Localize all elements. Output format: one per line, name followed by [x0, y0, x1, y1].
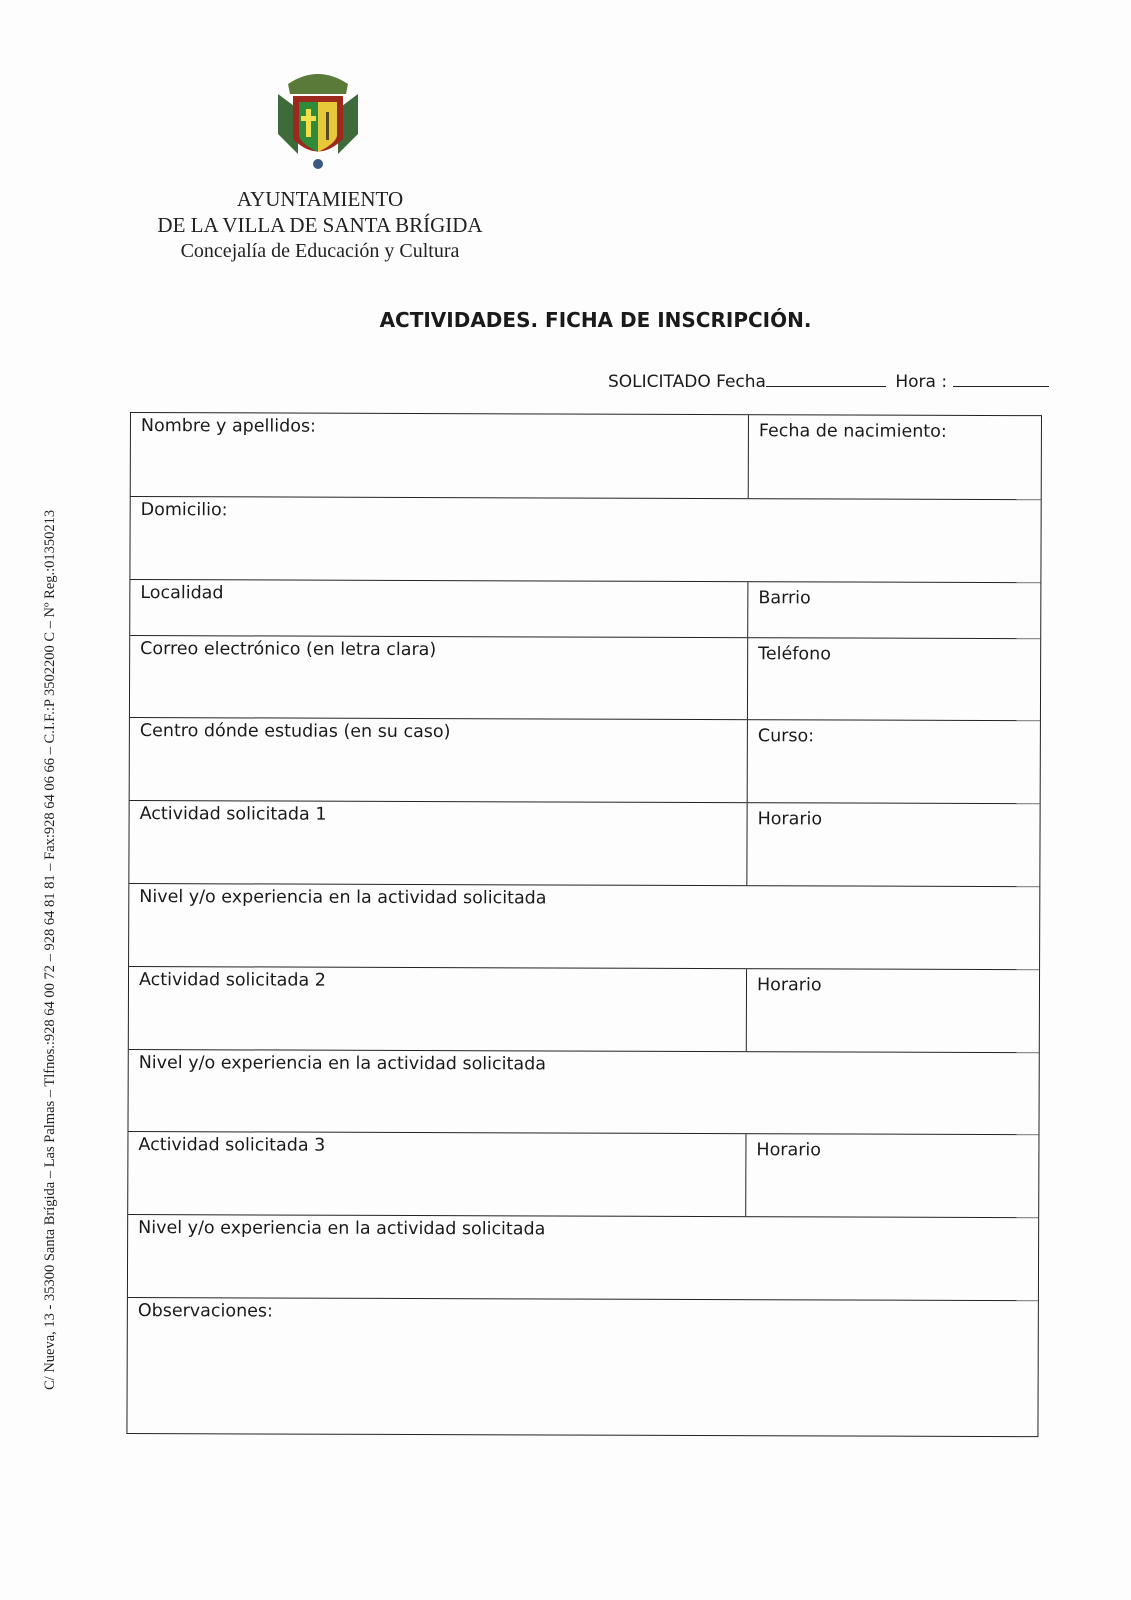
form-field[interactable]	[130, 718, 748, 802]
form-field[interactable]	[130, 636, 748, 719]
form-field[interactable]	[127, 1298, 1037, 1436]
form-row	[130, 635, 1040, 720]
form-field[interactable]	[130, 497, 1040, 582]
form-field[interactable]	[746, 1134, 1038, 1217]
coat-of-arms-logo	[268, 64, 368, 174]
form-field[interactable]	[749, 415, 1041, 499]
form-row	[127, 1297, 1037, 1436]
request-date-line	[608, 370, 1049, 392]
org-name-line2: DE LA VILLA DE SANTA BRÍGIDA	[157, 213, 483, 237]
form-field[interactable]	[748, 582, 1040, 638]
form-row	[130, 496, 1040, 582]
field-label: Domicilio:	[140, 500, 228, 521]
address-sidebar: C/ Nueva, 13 - 35300 Santa Brígida – Las Palmas – Tlfnos.:928 64 00 72 – 928 64 81 81 – Fax:928 64 06 66 – C.I.F.:P 3502200 C – Nº Reg.:01350213	[42, 509, 58, 1390]
form-field[interactable]	[130, 580, 748, 637]
form-field[interactable]	[128, 1050, 1038, 1134]
field-label: Observaciones:	[137, 1301, 274, 1322]
form-row	[130, 579, 1040, 638]
form-field[interactable]	[129, 967, 747, 1051]
form-field[interactable]	[128, 1215, 1038, 1300]
registration-form	[126, 412, 1042, 1437]
form-row	[128, 1131, 1038, 1217]
form-row	[128, 1049, 1038, 1134]
form-row	[129, 883, 1039, 969]
field-label: Actividad solicitada 3	[138, 1135, 326, 1156]
form-field[interactable]	[128, 1132, 746, 1216]
org-department: Concejalía de Educación y Cultura	[180, 240, 460, 262]
field-label: Horario	[756, 1140, 822, 1161]
form-row	[131, 413, 1041, 499]
field-label: Fecha de nacimiento:	[758, 421, 947, 442]
form-field[interactable]	[748, 638, 1040, 720]
fecha-blank[interactable]	[766, 370, 886, 387]
field-label: Horario	[756, 975, 822, 996]
form-row	[129, 800, 1039, 886]
field-label: Localidad	[140, 583, 224, 604]
page-title: ACTIVIDADES. FICHA DE INSCRIPCIÓN.	[379, 308, 812, 332]
field-label: Horario	[757, 809, 823, 830]
field-label: Barrio	[758, 588, 811, 609]
fecha-label: SOLICITADO Fecha	[608, 372, 766, 392]
field-label: Actividad solicitada 1	[139, 804, 327, 825]
hora-label: Hora :	[895, 372, 948, 392]
hora-blank[interactable]	[953, 370, 1049, 387]
field-label: Nombre y apellidos:	[140, 416, 317, 437]
field-label: Nivel y/o experiencia en la actividad solicitada	[138, 1053, 546, 1075]
form-field[interactable]	[747, 969, 1039, 1052]
form-field[interactable]	[131, 413, 749, 498]
form-field[interactable]	[747, 803, 1039, 886]
form-field[interactable]	[129, 801, 747, 885]
field-label: Nivel y/o experiencia en la actividad solicitada	[138, 1218, 546, 1240]
field-label: Correo electrónico (en letra clara)	[140, 639, 437, 661]
field-label: Teléfono	[758, 644, 831, 665]
org-name-line1: AYUNTAMIENTO	[236, 187, 404, 211]
field-label: Centro dónde estudias (en su caso)	[139, 721, 451, 743]
field-label: Actividad solicitada 2	[138, 970, 326, 991]
form-row	[128, 1214, 1038, 1300]
form-row	[129, 966, 1039, 1052]
form-row	[130, 717, 1040, 803]
organization-header	[130, 186, 510, 264]
form-field[interactable]	[748, 720, 1040, 803]
form-field[interactable]	[129, 884, 1039, 969]
field-label: Curso:	[757, 726, 815, 747]
field-label: Nivel y/o experiencia en la actividad solicitada	[139, 887, 547, 909]
